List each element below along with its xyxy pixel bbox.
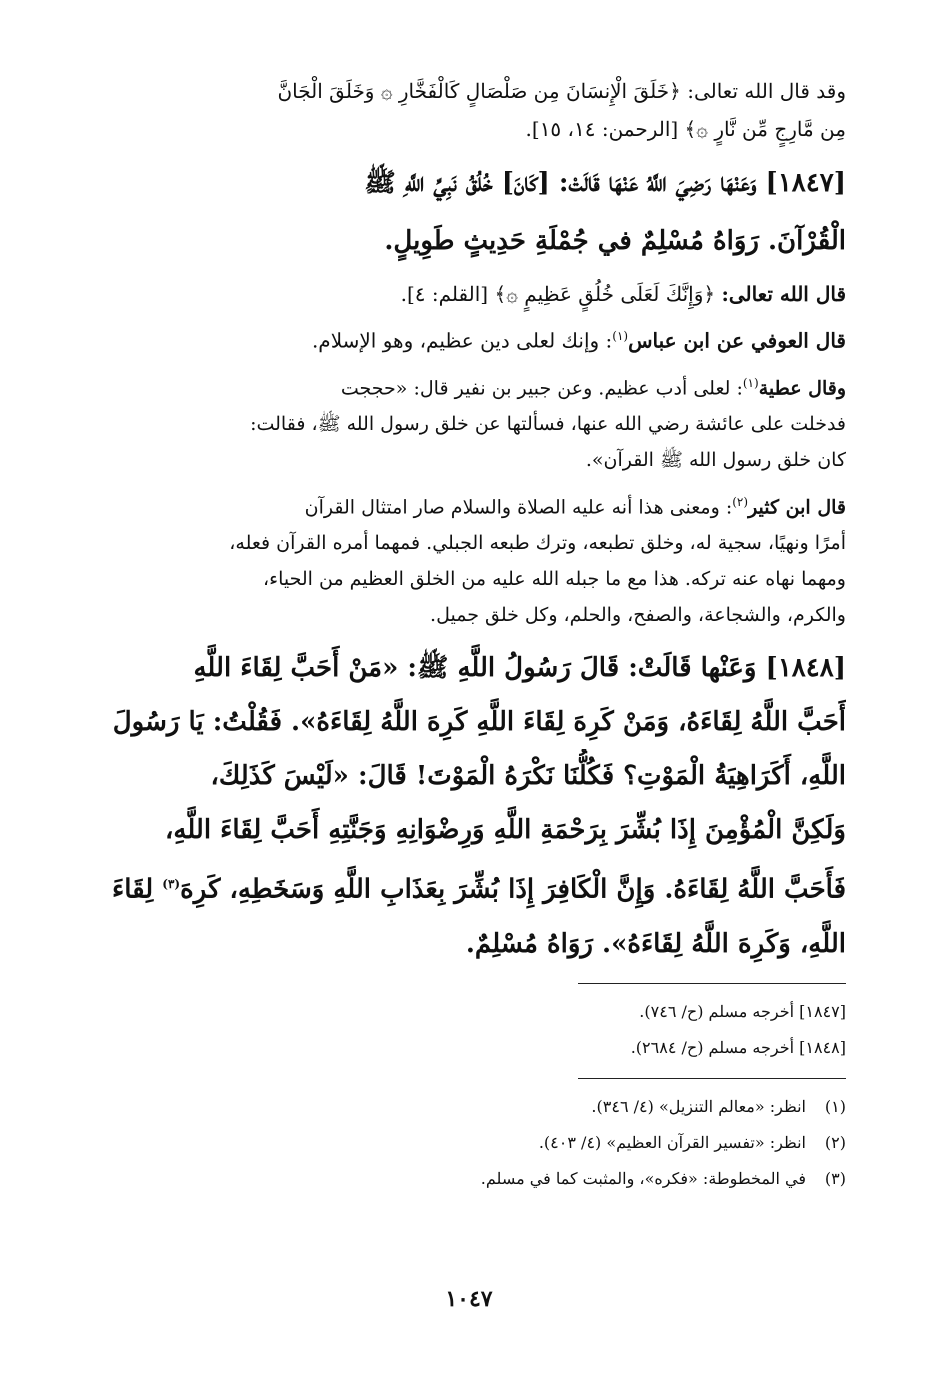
footnote-1-number: (١) (824, 1096, 846, 1116)
ibn-kathir-commentary (92, 484, 846, 633)
intro-line-2: مِن مَّارِجٍ مِّن نَّارٍ ۞﴾ [الرحمن: ١٤، ١٥]. (525, 117, 846, 141)
ibn-kathir-lead: قال ابن كثير (748, 496, 846, 519)
footnote-ref-3: (٣) (162, 877, 181, 892)
footnote-1 (92, 1089, 846, 1125)
intro-verse (92, 72, 846, 148)
awfi-text: : وإنك لعلى دين عظيم، وهو الإسلام. (311, 328, 613, 353)
hadith-1848-line-3: اللَّهِ، أَكَرَاهِيَةُ الْمَوْتِ؟ فَكُلُّنَا نَكْرَهُ الْمَوْتَ! قَالَ: «لَيْسَ كَذَلِكَ، (210, 761, 846, 792)
footnote-ref-1b: (١) (742, 375, 759, 390)
awfi-lead: قال العوفي عن ابن عباس (628, 328, 846, 353)
footnote-1-text: انظر: «معالم التنزيل» (٤/ ٣٤٦). (591, 1096, 806, 1116)
page-content (92, 72, 846, 1197)
atiyya-line-1 (92, 365, 846, 406)
page-number: ١٠٤٧ (445, 1286, 493, 1312)
reference-1847: [١٨٤٧] أخرجه مسلم (ح/ ٧٤٦). (639, 1001, 846, 1021)
hadith-1848-line-4: وَلَكِنَّ الْمُؤْمِنَ إِذَا بُشِّرَ بِرَحْمَةِ اللَّهِ وَرِضْوَانِهِ وَجَنَّتِهِ أَحَبَّ لِقَاءَ اللَّهِ، (164, 815, 846, 846)
hadith-1848-line-2: أَحَبَّ اللَّهُ لِقَاءَهُ، وَمَنْ كَرِهَ لِقَاءَ اللَّهِ كَرِهَ اللَّهُ لِقَاءَهُ». فَقُلْتُ: يَا رَسُولَ (112, 707, 846, 738)
hadith-1847 (92, 154, 846, 270)
footnote-3 (92, 1161, 846, 1197)
ibn-kathir-line-2: أمرًا ونهيًا، سجية له، وخلق تطبعه، وترك طبعه الجبلي. فمهما أمره القرآن فعله، (229, 532, 846, 555)
hadith-1848 (92, 641, 846, 971)
verse-qalam-lead: قال الله تعالى: (721, 282, 846, 306)
hadith-references (92, 994, 846, 1066)
reference-1848: [١٨٤٨] أخرجه مسلم (ح/ ٢٦٨٤). (630, 1037, 846, 1057)
footnote-2-text: انظر: «تفسير القرآن العظيم» (٤/ ٤٠٣). (538, 1132, 806, 1152)
hadith-1848-line-5b: لِقَاءَ (112, 874, 163, 905)
footnote-2-number: (٢) (824, 1132, 846, 1152)
ibn-kathir-line-1 (92, 484, 846, 525)
atiyya-line-2: فدخلت على عائشة رضي الله عنها، فسألتها عن خلق رسول الله ﷺ، فقالت: (250, 412, 846, 435)
atiyya-lead: وقال عطية (758, 376, 846, 399)
hadith-1847-line-1: [١٨٤٧] وَعَنْهَا رَضِيَ اللَّهُ عَنْهَا قَالَتْ: [كَانَ] خُلُقُ نَبِيِّ اللَّهِ ﷺ (364, 168, 846, 198)
footnote-3-number: (٣) (824, 1168, 846, 1188)
hadith-1848-line-1: [١٨٤٨] وَعَنْها قَالَتْ: قَالَ رَسُولُ اللَّهِ ﷺ: «مَنْ أَحَبَّ لِقَاءَ اللَّهِ (193, 653, 846, 684)
footnote-ref-2: (٢) (732, 494, 749, 509)
intro-line-1: وقد قال الله تعالى: ﴿خَلَقَ الْإِنسَانَ مِن صَلْصَالٍ كَالْفَخَّارِ ۞ وَخَلَقَ الْجَانَّ (277, 79, 846, 103)
hadith-1848-line-5a: فَأَحَبَّ اللَّهُ لِقَاءَهُ. وَإِنَّ الْكَافِرَ إِذَا بُشِّرَ بِعَذَابِ اللَّهِ وَسَخَطِهِ، كَرِهَ (180, 874, 846, 905)
footnote-2 (92, 1125, 846, 1161)
footnote-ref-1: (١) (612, 329, 629, 343)
hadith-1848-line-6: اللَّهِ، وَكَرِهَ اللَّهُ لِقَاءَهُ». رَوَاهُ مُسْلِمٌ. (465, 928, 846, 959)
atiyya-line-3: كان خلق رسول الله ﷺ القرآن». (585, 448, 846, 471)
awfi-commentary (92, 318, 846, 359)
references-divider (578, 983, 846, 984)
atiyya-line-1-text: : لعلى أدب عظيم. وعن جبير بن نفير قال: «حججت (340, 376, 743, 399)
footnotes (92, 1089, 846, 1197)
ibn-kathir-line-4: والكرم، والشجاعة، والصفح، والحلم، وكل خلق جميل. (430, 604, 846, 627)
hadith-1848-line-5 (92, 857, 846, 917)
ibn-kathir-line-1-text: : ومعنى هذا أنه عليه الصلاة والسلام صار امتثال القرآن (304, 496, 733, 519)
ibn-kathir-line-3: ومهما نهاه عنه تركه. هذا مع ما جبله الله عليه من الخلق العظيم من الحياء، (263, 568, 846, 591)
hadith-1847-line-2: الْقُرْآنَ. رَوَاهُ مُسْلِمٌ في جُمْلَةِ حَدِيثٍ طَوِيلٍ. (384, 226, 846, 256)
footnotes-divider (578, 1078, 846, 1079)
footnote-3-text: في المخطوطة: «فكره»، والمثبت كما في مسلم. (480, 1168, 806, 1188)
atiyya-commentary (92, 365, 846, 478)
verse-qalam (92, 276, 846, 312)
verse-qalam-text: ﴿وَإِنَّكَ لَعَلَى خُلُقٍ عَظِيمٍ ۞﴾ [القلم: ٤]. (400, 282, 722, 306)
